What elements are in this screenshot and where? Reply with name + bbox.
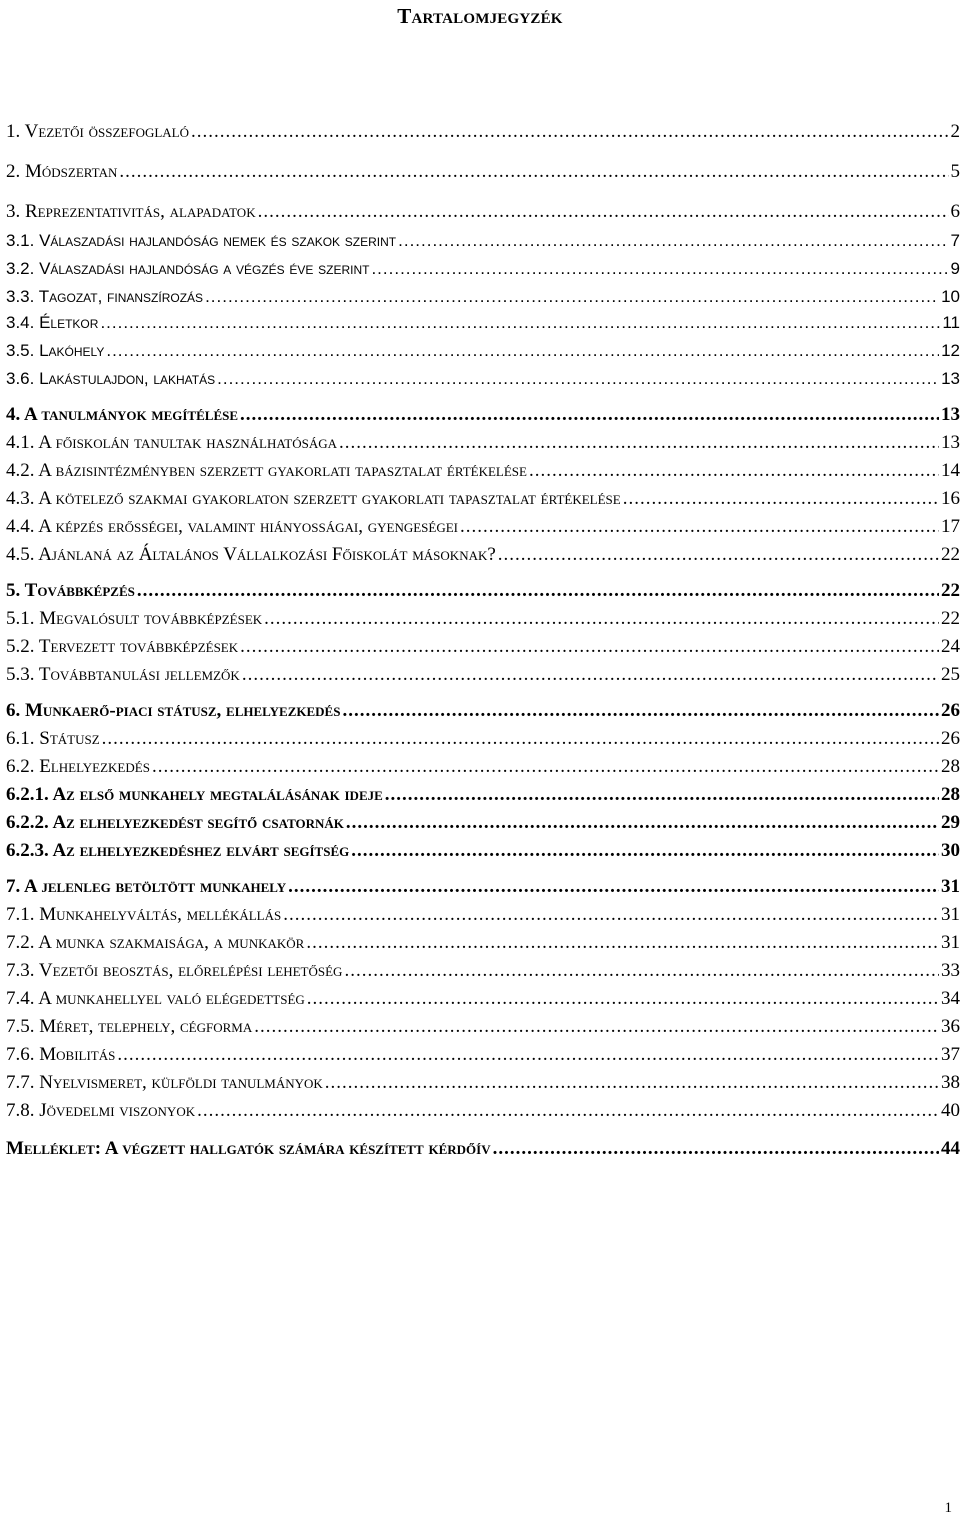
toc-entry-page: 37 bbox=[941, 1044, 960, 1065]
toc-entry[interactable] bbox=[6, 1098, 960, 1122]
toc-entry-page: 12 bbox=[941, 341, 960, 360]
toc-entry[interactable] bbox=[6, 119, 960, 143]
toc-entry-label: 7.2. A munka szakmaisága, a munkakör bbox=[6, 932, 305, 953]
toc-entry-label: 7.1. Munkahelyváltás, mellékállás bbox=[6, 904, 282, 925]
toc-entry[interactable] bbox=[6, 1014, 960, 1038]
toc-entry-label: 4.3. A kötelező szakmai gyakorlaton szerzett gyakorlati tapasztalat értékelése bbox=[6, 488, 621, 509]
toc-leader-dots bbox=[493, 1138, 939, 1160]
toc-leader-dots bbox=[325, 1072, 939, 1094]
toc-entry-label: Melléklet: A végzett hallgatók számára készített kérdőív bbox=[6, 1138, 491, 1159]
toc-entry-page: 26 bbox=[941, 700, 960, 721]
toc-entry-page: 16 bbox=[941, 488, 960, 509]
toc-entry[interactable] bbox=[6, 634, 960, 658]
toc-leader-dots bbox=[460, 516, 939, 538]
toc-leader-dots bbox=[307, 988, 939, 1010]
toc-entry[interactable] bbox=[6, 902, 960, 926]
toc-leader-dots bbox=[152, 756, 939, 778]
toc-entry-page: 13 bbox=[941, 432, 960, 453]
toc-entry-page: 31 bbox=[941, 876, 960, 897]
toc-entry[interactable] bbox=[6, 542, 960, 566]
toc-entry[interactable] bbox=[6, 228, 960, 252]
toc-entry-label: 4. A tanulmányok megítélése bbox=[6, 404, 239, 425]
toc-entry-label: 6.2.2. Az elhelyezkedést segítő csatornák bbox=[6, 812, 344, 833]
toc-entry[interactable] bbox=[6, 726, 960, 750]
toc-leader-dots bbox=[258, 201, 949, 223]
page-title: Tartalomjegyzék bbox=[397, 4, 563, 28]
toc-leader-dots bbox=[205, 286, 939, 308]
toc-entry-page: 13 bbox=[941, 369, 960, 388]
toc-entry-page: 22 bbox=[941, 608, 960, 629]
toc-leader-dots bbox=[351, 840, 939, 862]
toc-entry-page: 7 bbox=[950, 231, 960, 250]
toc-entry-label: 6.2. Elhelyezkedés bbox=[6, 756, 150, 777]
toc-leader-dots bbox=[117, 1044, 939, 1066]
toc-entry[interactable] bbox=[6, 930, 960, 954]
toc-entry-label: 7.3. Vezetői beosztás, előrelépési lehetőség bbox=[6, 960, 343, 981]
toc-leader-dots bbox=[339, 432, 939, 454]
toc-entry-label: 5. Továbbképzés bbox=[6, 580, 135, 601]
toc-leader-dots bbox=[288, 876, 939, 898]
toc-entry[interactable] bbox=[6, 338, 960, 362]
toc-entry-page: 13 bbox=[941, 404, 960, 425]
toc-entry[interactable] bbox=[6, 486, 960, 510]
toc-leader-dots bbox=[529, 460, 939, 482]
toc-entry-label: 6. Munkaerő-piaci státusz, elhelyezkedés bbox=[6, 700, 341, 721]
toc-entry-page: 29 bbox=[941, 812, 960, 833]
toc-entry-page: 22 bbox=[941, 544, 960, 565]
toc-entry-page: 6 bbox=[950, 201, 960, 222]
toc-entry-label: 4.1. A főiskolán tanultak használhatósága bbox=[6, 432, 338, 453]
toc-entry-label: 3.3. Tagozat, finanszírozás bbox=[6, 287, 204, 306]
toc-leader-dots bbox=[240, 404, 939, 426]
toc-entry-page: 17 bbox=[941, 516, 960, 537]
toc-entry[interactable] bbox=[6, 159, 960, 183]
toc-leader-dots bbox=[242, 664, 939, 686]
toc-leader-dots bbox=[197, 1100, 939, 1122]
toc-entry-page: 33 bbox=[941, 960, 960, 981]
toc-entry-page: 34 bbox=[941, 988, 960, 1009]
toc-entry-page: 36 bbox=[941, 1016, 960, 1037]
toc-leader-dots bbox=[100, 312, 940, 334]
toc-entry[interactable] bbox=[6, 810, 960, 834]
toc-leader-dots bbox=[240, 636, 939, 658]
toc-entry-page: 28 bbox=[941, 756, 960, 777]
toc-entry[interactable] bbox=[6, 958, 960, 982]
toc-entry-label: 3.2. Válaszadási hajlandóság a végzés éve szerint bbox=[6, 259, 370, 278]
toc-entry-page: 11 bbox=[942, 313, 960, 332]
toc-entry[interactable] bbox=[6, 662, 960, 686]
toc-entry-label: 7.7. Nyelvismeret, külföldi tanulmányok bbox=[6, 1072, 323, 1093]
toc-entry-label: 7. A jelenleg betöltött munkahely bbox=[6, 876, 287, 897]
toc-entry[interactable] bbox=[6, 782, 960, 806]
toc-entry-page: 25 bbox=[941, 664, 960, 685]
toc-leader-dots bbox=[191, 121, 948, 143]
toc-leader-dots bbox=[106, 340, 939, 362]
toc-entry-page: 40 bbox=[941, 1100, 960, 1121]
toc-entry-label: 4.5. Ajánlaná az Általános Vállalkozási Főiskolát másoknak? bbox=[6, 544, 496, 565]
toc-entry-label: 7.6. Mobilitás bbox=[6, 1044, 116, 1065]
toc-leader-dots bbox=[254, 1016, 939, 1038]
toc-entry-page: 14 bbox=[941, 460, 960, 481]
toc-leader-dots bbox=[102, 728, 939, 750]
toc-entry-label: 3.6. Lakástulajdon, lakhatás bbox=[6, 369, 216, 388]
toc-entry[interactable] bbox=[6, 310, 960, 334]
toc-entry-label: 5.2. Tervezett továbbképzések bbox=[6, 636, 239, 657]
page-number: 1 bbox=[944, 1500, 952, 1516]
toc-entry[interactable] bbox=[6, 1136, 960, 1160]
toc-entry[interactable] bbox=[6, 1070, 960, 1094]
toc-entry[interactable] bbox=[6, 986, 960, 1010]
toc-entry-label: 6.1. Státusz bbox=[6, 728, 100, 749]
toc-entry[interactable] bbox=[6, 874, 960, 898]
toc-entry-page: 31 bbox=[941, 904, 960, 925]
toc-entry-page: 22 bbox=[941, 580, 960, 601]
toc-entry[interactable] bbox=[6, 256, 960, 280]
toc-leader-dots bbox=[398, 230, 948, 252]
toc-entry-page: 9 bbox=[950, 259, 960, 278]
toc-entry-label: 7.4. A munkahellyel való elégedettség bbox=[6, 988, 305, 1009]
toc-entry[interactable] bbox=[6, 578, 960, 602]
toc-entry-page: 30 bbox=[941, 840, 960, 861]
toc-entry-label: 1. Vezetői összefoglaló bbox=[6, 121, 190, 142]
toc-entry[interactable] bbox=[6, 514, 960, 538]
toc-leader-dots bbox=[283, 904, 939, 926]
toc-entry[interactable] bbox=[6, 199, 960, 223]
toc-entry-label: 7.5. Méret, telephely, cégforma bbox=[6, 1016, 253, 1037]
toc-entry[interactable] bbox=[6, 284, 960, 308]
toc-leader-dots bbox=[306, 932, 939, 954]
toc-leader-dots bbox=[385, 784, 939, 806]
toc-entry-label: 6.2.3. Az elhelyezkedéshez elvárt segítség bbox=[6, 840, 350, 861]
toc-leader-dots bbox=[623, 488, 939, 510]
toc-entry[interactable] bbox=[6, 698, 960, 722]
toc-entry-label: 2. Módszertan bbox=[6, 161, 118, 182]
toc-entry-label: 7.8. Jövedelmi viszonyok bbox=[6, 1100, 196, 1121]
toc-entry-label: 5.1. Megvalósult továbbképzések bbox=[6, 608, 263, 629]
toc-entry-label: 3.4. Életkor bbox=[6, 313, 99, 332]
toc-entry-label: 4.2. A bázisintézményben szerzett gyakorlati tapasztalat értékelése bbox=[6, 460, 527, 481]
toc-entry-page: 28 bbox=[941, 784, 960, 805]
toc-entry-label: 3. Reprezentativitás, alapadatok bbox=[6, 201, 256, 222]
toc-entry-label: 5.3. Továbbtanulási jellemzők bbox=[6, 664, 240, 685]
toc-entry-label: 4.4. A képzés erősségei, valamint hiányosságai, gyengeségei bbox=[6, 516, 458, 537]
toc-entry[interactable] bbox=[6, 1042, 960, 1066]
toc-entry[interactable] bbox=[6, 754, 960, 778]
toc-entry-page: 5 bbox=[950, 161, 960, 182]
toc-entry-page: 31 bbox=[941, 932, 960, 953]
toc-leader-dots bbox=[344, 960, 939, 982]
toc-entry[interactable] bbox=[6, 458, 960, 482]
toc-leader-dots bbox=[498, 544, 939, 566]
toc-entry-page: 2 bbox=[950, 121, 960, 142]
toc-entry-label: 3.1. Válaszadási hajlandóság nemek és szakok szerint bbox=[6, 231, 397, 250]
toc-entry-page: 44 bbox=[941, 1138, 960, 1159]
toc-entry[interactable] bbox=[6, 430, 960, 454]
toc-leader-dots bbox=[137, 580, 939, 602]
toc-leader-dots bbox=[346, 812, 939, 834]
toc-entry-page: 38 bbox=[941, 1072, 960, 1093]
toc-entry-label: 6.2.1. Az első munkahely megtalálásának ideje bbox=[6, 784, 383, 805]
toc-entry[interactable] bbox=[6, 366, 960, 390]
toc-entry[interactable] bbox=[6, 606, 960, 630]
toc-entry-page: 10 bbox=[941, 287, 960, 306]
toc-leader-dots bbox=[371, 258, 948, 280]
toc-leader-dots bbox=[264, 608, 939, 630]
toc-leader-dots bbox=[342, 700, 939, 722]
toc-entry[interactable] bbox=[6, 402, 960, 426]
toc-entry[interactable] bbox=[6, 838, 960, 862]
toc-leader-dots bbox=[217, 368, 939, 390]
toc-leader-dots bbox=[119, 161, 948, 183]
toc-entry-page: 26 bbox=[941, 728, 960, 749]
toc-entry-label: 3.5. Lakóhely bbox=[6, 341, 105, 360]
toc-entry-page: 24 bbox=[941, 636, 960, 657]
